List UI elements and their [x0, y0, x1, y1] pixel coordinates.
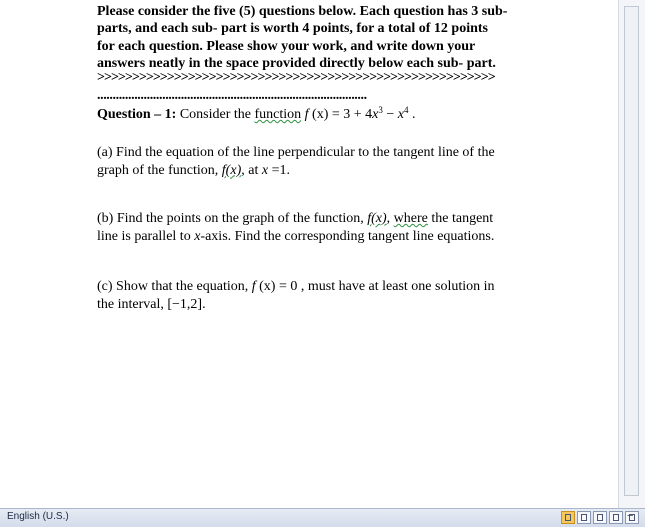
vertical-scrollbar[interactable] [618, 0, 645, 508]
question-1-heading [97, 105, 416, 123]
scrollbar-thumb[interactable] [624, 6, 639, 496]
print-layout-icon[interactable] [561, 511, 575, 524]
intro-line-1: Please consider the five (5) questions below. Each question has 3 sub- [97, 4, 508, 19]
part-c [97, 278, 495, 313]
function-formula: f $(x) = 3 + 4x^3 - x^4$ . [304, 105, 416, 122]
part-b-line-2: line is parallel to x-axis. Find the corresponding tangent line equations. [97, 228, 495, 244]
web-layout-icon[interactable] [593, 511, 607, 524]
part-a-line-1: (a) Find the equation of the line perpendicular to the tangent line of the [97, 145, 495, 160]
part-b [97, 210, 494, 245]
dot-separator: ....................................................................................... [97, 88, 367, 103]
outline-icon[interactable] [609, 511, 623, 524]
intro-line-2: parts, and each sub- part is worth 4 points, for a total of 12 points [97, 21, 488, 37]
part-a [97, 144, 495, 179]
question-text: Consider the [176, 107, 255, 122]
question-label: Question – 1: [97, 107, 177, 122]
arrow-separator: >>>>>>>>>>>>>>>>>>>>>>>>>>>>>>>>>>>>>>>>>>>>>>>>>>>>>>>>> [97, 70, 495, 85]
language-indicator[interactable]: English (U.S.) [7, 511, 69, 522]
zoom-out-button[interactable]: − [627, 510, 634, 522]
part-b-line-1: (b) Find the points on the graph of the function, f(x), where the tangent [97, 211, 494, 226]
part-a-line-2: graph of the function, f(x), at x =1. [97, 162, 290, 178]
spellcheck-word-function: function [254, 107, 302, 122]
intro-line-3: for each question. Please show your work, and write down your [97, 38, 476, 54]
part-c-line-2: the interval, [−1,2]. [97, 296, 206, 312]
status-bar [0, 508, 645, 527]
part-c-line-1: (c) Show that the equation, f (x) = 0 , must have at least one solution in [97, 279, 495, 294]
full-screen-reading-icon[interactable] [577, 511, 591, 524]
intro-line-4: answers neatly in the space provided directly below each sub- part. [97, 56, 496, 72]
instructions-paragraph [97, 3, 547, 73]
